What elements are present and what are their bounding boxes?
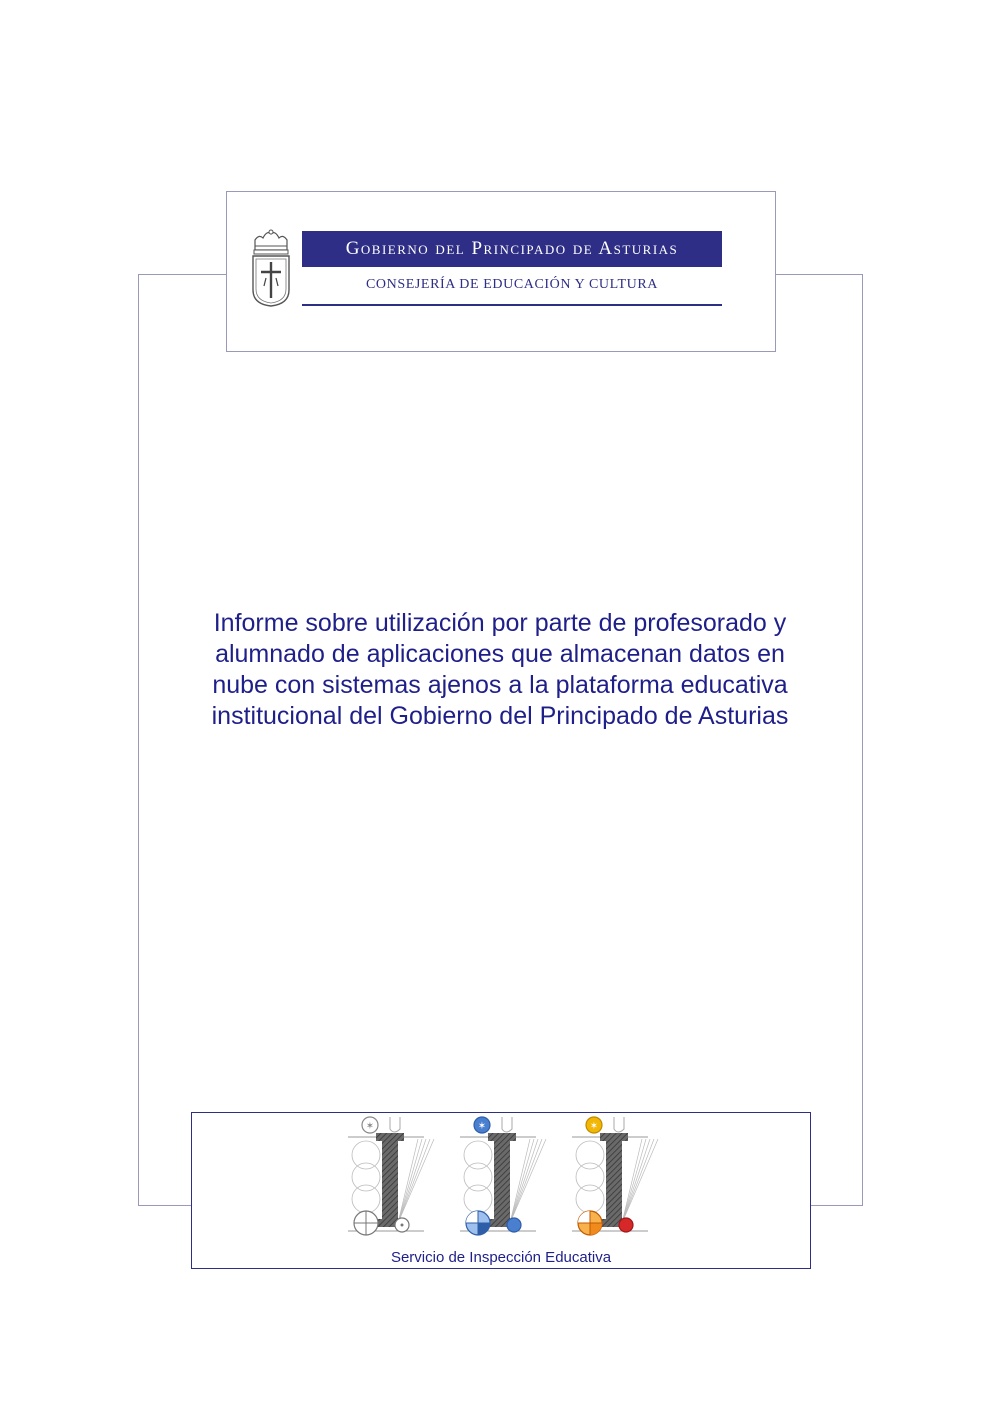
header-box bbox=[226, 191, 776, 352]
inspection-logo-blue bbox=[460, 1117, 546, 1235]
inspection-logo-orange bbox=[572, 1117, 658, 1235]
document-title: Informe sobre utilización por parte de profesorado y alumnado de aplicaciones que almacenan datos en nube con sistemas ajenos a la plataforma educativa institucional del Gobierno del Principado de Asturias bbox=[211, 609, 789, 730]
svg-text:✶: ✶ bbox=[365, 1121, 375, 1132]
inspection-service-logo-icon bbox=[342, 1115, 662, 1240]
service-name: Servicio de Inspección Educativa bbox=[390, 1249, 612, 1266]
inspection-logo-gray bbox=[348, 1117, 434, 1235]
page-frame bbox=[138, 274, 863, 1206]
svg-text:✶: ✶ bbox=[477, 1121, 487, 1132]
header-divider bbox=[302, 304, 722, 306]
footer-box bbox=[191, 1112, 811, 1269]
government-name: Gobierno del Principado de Asturias bbox=[302, 231, 722, 267]
asturias-coat-of-arms-icon bbox=[249, 228, 293, 308]
department-name: CONSEJERÍA DE EDUCACIÓN Y CULTURA bbox=[365, 277, 659, 292]
svg-text:✶: ✶ bbox=[589, 1121, 599, 1132]
